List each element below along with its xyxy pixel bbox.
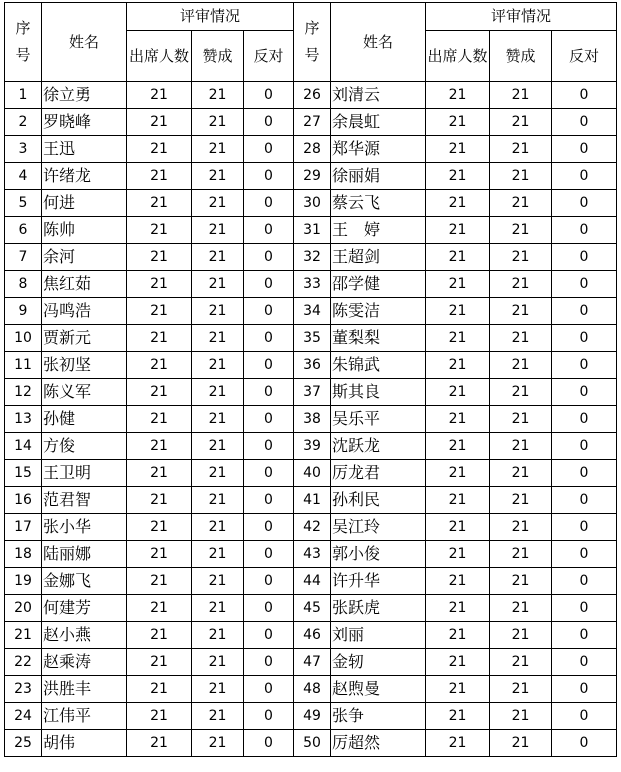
left-seq-cell: 9 xyxy=(5,298,42,325)
left-oppose-cell: 0 xyxy=(244,622,294,649)
header-seq-right-text: 序号 xyxy=(304,19,320,64)
right-attend-cell: 21 xyxy=(426,406,490,433)
left-attend-cell: 21 xyxy=(127,325,192,352)
left-name-cell: 徐立勇 xyxy=(42,82,127,109)
table-row xyxy=(5,622,617,649)
header-name-left: 姓名 xyxy=(42,3,127,82)
right-oppose-cell: 0 xyxy=(552,82,617,109)
right-seq-cell: 28 xyxy=(294,136,331,163)
left-approve-cell: 21 xyxy=(192,649,244,676)
left-approve-cell: 21 xyxy=(192,568,244,595)
table-row xyxy=(5,649,617,676)
table-row xyxy=(5,487,617,514)
left-approve-cell: 21 xyxy=(192,352,244,379)
left-seq-cell: 4 xyxy=(5,163,42,190)
right-name-cell: 厉超然 xyxy=(331,730,426,757)
right-oppose-cell: 0 xyxy=(552,730,617,757)
right-seq-cell: 31 xyxy=(294,217,331,244)
right-oppose-cell: 0 xyxy=(552,271,617,298)
left-attend-cell: 21 xyxy=(127,379,192,406)
right-seq-cell: 40 xyxy=(294,460,331,487)
right-approve-cell: 21 xyxy=(490,352,552,379)
left-approve-cell: 21 xyxy=(192,109,244,136)
right-approve-cell: 21 xyxy=(490,325,552,352)
right-name-cell: 斯其良 xyxy=(331,379,426,406)
left-oppose-cell: 0 xyxy=(244,379,294,406)
left-oppose-cell: 0 xyxy=(244,649,294,676)
left-attend-cell: 21 xyxy=(127,703,192,730)
right-name-cell: 陈雯洁 xyxy=(331,298,426,325)
header-approve-left: 赞成 xyxy=(192,31,244,82)
right-attend-cell: 21 xyxy=(426,433,490,460)
left-attend-cell: 21 xyxy=(127,514,192,541)
right-seq-cell: 30 xyxy=(294,190,331,217)
right-approve-cell: 21 xyxy=(490,109,552,136)
left-name-cell: 陈义军 xyxy=(42,379,127,406)
left-oppose-cell: 0 xyxy=(244,271,294,298)
table-row xyxy=(5,163,617,190)
table-row xyxy=(5,703,617,730)
right-name-cell: 徐丽娟 xyxy=(331,163,426,190)
left-name-cell: 王迅 xyxy=(42,136,127,163)
left-seq-cell: 1 xyxy=(5,82,42,109)
left-attend-cell: 21 xyxy=(127,163,192,190)
header-seq-right xyxy=(294,3,331,82)
left-oppose-cell: 0 xyxy=(244,730,294,757)
left-seq-cell: 8 xyxy=(5,271,42,298)
left-name-cell: 江伟平 xyxy=(42,703,127,730)
right-oppose-cell: 0 xyxy=(552,595,617,622)
left-name-cell: 孙健 xyxy=(42,406,127,433)
right-seq-cell: 50 xyxy=(294,730,331,757)
left-attend-cell: 21 xyxy=(127,352,192,379)
left-name-cell: 贾新元 xyxy=(42,325,127,352)
header-row-1 xyxy=(5,3,617,31)
right-seq-cell: 32 xyxy=(294,244,331,271)
left-seq-cell: 23 xyxy=(5,676,42,703)
right-seq-cell: 37 xyxy=(294,379,331,406)
right-oppose-cell: 0 xyxy=(552,622,617,649)
left-seq-cell: 22 xyxy=(5,649,42,676)
right-name-cell: 张跃虎 xyxy=(331,595,426,622)
right-oppose-cell: 0 xyxy=(552,190,617,217)
right-name-cell: 王 婷 xyxy=(331,217,426,244)
left-attend-cell: 21 xyxy=(127,271,192,298)
right-attend-cell: 21 xyxy=(426,352,490,379)
table-row xyxy=(5,676,617,703)
left-attend-cell: 21 xyxy=(127,460,192,487)
left-seq-cell: 13 xyxy=(5,406,42,433)
left-attend-cell: 21 xyxy=(127,433,192,460)
left-seq-cell: 19 xyxy=(5,568,42,595)
table-row xyxy=(5,82,617,109)
right-seq-cell: 43 xyxy=(294,541,331,568)
right-approve-cell: 21 xyxy=(490,649,552,676)
right-approve-cell: 21 xyxy=(490,82,552,109)
left-attend-cell: 21 xyxy=(127,676,192,703)
left-oppose-cell: 0 xyxy=(244,568,294,595)
right-seq-cell: 44 xyxy=(294,568,331,595)
right-attend-cell: 21 xyxy=(426,460,490,487)
right-attend-cell: 21 xyxy=(426,595,490,622)
right-attend-cell: 21 xyxy=(426,703,490,730)
header-oppose-left: 反对 xyxy=(244,31,294,82)
header-seq-left xyxy=(5,3,42,82)
left-seq-cell: 5 xyxy=(5,190,42,217)
right-attend-cell: 21 xyxy=(426,82,490,109)
right-attend-cell: 21 xyxy=(426,622,490,649)
table-row xyxy=(5,406,617,433)
right-name-cell: 孙利民 xyxy=(331,487,426,514)
right-name-cell: 董梨梨 xyxy=(331,325,426,352)
right-oppose-cell: 0 xyxy=(552,379,617,406)
right-seq-cell: 36 xyxy=(294,352,331,379)
table-row xyxy=(5,190,617,217)
right-attend-cell: 21 xyxy=(426,541,490,568)
right-seq-cell: 35 xyxy=(294,325,331,352)
table-row xyxy=(5,136,617,163)
left-approve-cell: 21 xyxy=(192,487,244,514)
left-name-cell: 赵小燕 xyxy=(42,622,127,649)
right-oppose-cell: 0 xyxy=(552,136,617,163)
left-oppose-cell: 0 xyxy=(244,136,294,163)
left-attend-cell: 21 xyxy=(127,406,192,433)
left-oppose-cell: 0 xyxy=(244,298,294,325)
left-approve-cell: 21 xyxy=(192,379,244,406)
left-attend-cell: 21 xyxy=(127,109,192,136)
right-approve-cell: 21 xyxy=(490,190,552,217)
left-approve-cell: 21 xyxy=(192,163,244,190)
right-oppose-cell: 0 xyxy=(552,244,617,271)
left-approve-cell: 21 xyxy=(192,730,244,757)
right-name-cell: 沈跃龙 xyxy=(331,433,426,460)
left-seq-cell: 12 xyxy=(5,379,42,406)
right-attend-cell: 21 xyxy=(426,325,490,352)
left-name-cell: 赵乘涛 xyxy=(42,649,127,676)
right-seq-cell: 46 xyxy=(294,622,331,649)
left-oppose-cell: 0 xyxy=(244,406,294,433)
header-review-group-left: 评审情况 xyxy=(127,3,294,31)
right-attend-cell: 21 xyxy=(426,730,490,757)
right-approve-cell: 21 xyxy=(490,460,552,487)
left-approve-cell: 21 xyxy=(192,703,244,730)
right-name-cell: 张争 xyxy=(331,703,426,730)
left-name-cell: 张小华 xyxy=(42,514,127,541)
left-approve-cell: 21 xyxy=(192,406,244,433)
right-approve-cell: 21 xyxy=(490,487,552,514)
right-attend-cell: 21 xyxy=(426,298,490,325)
right-name-cell: 厉龙君 xyxy=(331,460,426,487)
left-oppose-cell: 0 xyxy=(244,595,294,622)
left-seq-cell: 16 xyxy=(5,487,42,514)
left-approve-cell: 21 xyxy=(192,271,244,298)
left-attend-cell: 21 xyxy=(127,649,192,676)
left-oppose-cell: 0 xyxy=(244,433,294,460)
right-oppose-cell: 0 xyxy=(552,568,617,595)
right-attend-cell: 21 xyxy=(426,244,490,271)
right-attend-cell: 21 xyxy=(426,109,490,136)
right-seq-cell: 38 xyxy=(294,406,331,433)
right-oppose-cell: 0 xyxy=(552,649,617,676)
left-name-cell: 陈帅 xyxy=(42,217,127,244)
left-approve-cell: 21 xyxy=(192,298,244,325)
table-row xyxy=(5,514,617,541)
right-oppose-cell: 0 xyxy=(552,487,617,514)
left-attend-cell: 21 xyxy=(127,298,192,325)
left-oppose-cell: 0 xyxy=(244,190,294,217)
right-oppose-cell: 0 xyxy=(552,109,617,136)
left-name-cell: 王卫明 xyxy=(42,460,127,487)
left-name-cell: 何建芳 xyxy=(42,595,127,622)
left-approve-cell: 21 xyxy=(192,217,244,244)
right-approve-cell: 21 xyxy=(490,622,552,649)
right-attend-cell: 21 xyxy=(426,514,490,541)
right-seq-cell: 41 xyxy=(294,487,331,514)
table-row xyxy=(5,379,617,406)
right-oppose-cell: 0 xyxy=(552,703,617,730)
right-oppose-cell: 0 xyxy=(552,460,617,487)
right-approve-cell: 21 xyxy=(490,514,552,541)
left-approve-cell: 21 xyxy=(192,676,244,703)
left-attend-cell: 21 xyxy=(127,568,192,595)
right-seq-cell: 29 xyxy=(294,163,331,190)
header-approve-right: 赞成 xyxy=(490,31,552,82)
right-seq-cell: 34 xyxy=(294,298,331,325)
table-row xyxy=(5,325,617,352)
right-attend-cell: 21 xyxy=(426,136,490,163)
right-name-cell: 刘丽 xyxy=(331,622,426,649)
left-seq-cell: 7 xyxy=(5,244,42,271)
left-name-cell: 余河 xyxy=(42,244,127,271)
right-oppose-cell: 0 xyxy=(552,433,617,460)
right-attend-cell: 21 xyxy=(426,379,490,406)
left-approve-cell: 21 xyxy=(192,514,244,541)
right-approve-cell: 21 xyxy=(490,568,552,595)
left-name-cell: 焦红茹 xyxy=(42,271,127,298)
table-row xyxy=(5,109,617,136)
right-attend-cell: 21 xyxy=(426,190,490,217)
left-seq-cell: 18 xyxy=(5,541,42,568)
left-seq-cell: 6 xyxy=(5,217,42,244)
right-oppose-cell: 0 xyxy=(552,514,617,541)
left-seq-cell: 3 xyxy=(5,136,42,163)
table-row xyxy=(5,217,617,244)
right-approve-cell: 21 xyxy=(490,595,552,622)
left-name-cell: 罗晓峰 xyxy=(42,109,127,136)
left-oppose-cell: 0 xyxy=(244,325,294,352)
right-oppose-cell: 0 xyxy=(552,217,617,244)
left-attend-cell: 21 xyxy=(127,217,192,244)
left-oppose-cell: 0 xyxy=(244,703,294,730)
left-name-cell: 方俊 xyxy=(42,433,127,460)
left-attend-cell: 21 xyxy=(127,82,192,109)
right-name-cell: 朱锦武 xyxy=(331,352,426,379)
right-name-cell: 吴乐平 xyxy=(331,406,426,433)
review-results-table xyxy=(4,2,617,757)
right-approve-cell: 21 xyxy=(490,433,552,460)
left-name-cell: 张初坚 xyxy=(42,352,127,379)
left-name-cell: 何进 xyxy=(42,190,127,217)
left-oppose-cell: 0 xyxy=(244,676,294,703)
table-row xyxy=(5,433,617,460)
right-name-cell: 郑华源 xyxy=(331,136,426,163)
right-name-cell: 许升华 xyxy=(331,568,426,595)
left-seq-cell: 15 xyxy=(5,460,42,487)
right-name-cell: 金轫 xyxy=(331,649,426,676)
right-seq-cell: 39 xyxy=(294,433,331,460)
left-seq-cell: 20 xyxy=(5,595,42,622)
table-row xyxy=(5,595,617,622)
header-oppose-right: 反对 xyxy=(552,31,617,82)
left-name-cell: 洪胜丰 xyxy=(42,676,127,703)
right-oppose-cell: 0 xyxy=(552,406,617,433)
left-approve-cell: 21 xyxy=(192,136,244,163)
left-oppose-cell: 0 xyxy=(244,109,294,136)
right-name-cell: 赵煦曼 xyxy=(331,676,426,703)
right-approve-cell: 21 xyxy=(490,541,552,568)
left-attend-cell: 21 xyxy=(127,541,192,568)
right-attend-cell: 21 xyxy=(426,568,490,595)
left-approve-cell: 21 xyxy=(192,244,244,271)
left-attend-cell: 21 xyxy=(127,595,192,622)
right-approve-cell: 21 xyxy=(490,163,552,190)
right-approve-cell: 21 xyxy=(490,703,552,730)
left-approve-cell: 21 xyxy=(192,433,244,460)
right-seq-cell: 27 xyxy=(294,109,331,136)
left-seq-cell: 24 xyxy=(5,703,42,730)
right-attend-cell: 21 xyxy=(426,271,490,298)
left-attend-cell: 21 xyxy=(127,622,192,649)
right-approve-cell: 21 xyxy=(490,217,552,244)
right-oppose-cell: 0 xyxy=(552,676,617,703)
right-attend-cell: 21 xyxy=(426,217,490,244)
right-approve-cell: 21 xyxy=(490,379,552,406)
right-attend-cell: 21 xyxy=(426,163,490,190)
right-name-cell: 吴江玲 xyxy=(331,514,426,541)
left-name-cell: 许绪龙 xyxy=(42,163,127,190)
left-seq-cell: 14 xyxy=(5,433,42,460)
header-review-group-right: 评审情况 xyxy=(426,3,617,31)
left-seq-cell: 10 xyxy=(5,325,42,352)
right-approve-cell: 21 xyxy=(490,406,552,433)
left-oppose-cell: 0 xyxy=(244,244,294,271)
left-attend-cell: 21 xyxy=(127,190,192,217)
right-seq-cell: 48 xyxy=(294,676,331,703)
left-name-cell: 金娜飞 xyxy=(42,568,127,595)
table-row xyxy=(5,271,617,298)
left-seq-cell: 25 xyxy=(5,730,42,757)
table-row xyxy=(5,244,617,271)
left-oppose-cell: 0 xyxy=(244,541,294,568)
right-name-cell: 王超剑 xyxy=(331,244,426,271)
left-name-cell: 范君智 xyxy=(42,487,127,514)
table-row xyxy=(5,352,617,379)
left-oppose-cell: 0 xyxy=(244,352,294,379)
header-attend-left: 出席人数 xyxy=(127,31,192,82)
right-name-cell: 余晨虹 xyxy=(331,109,426,136)
left-approve-cell: 21 xyxy=(192,325,244,352)
header-seq-left-text: 序号 xyxy=(15,19,31,64)
left-attend-cell: 21 xyxy=(127,136,192,163)
right-oppose-cell: 0 xyxy=(552,298,617,325)
left-approve-cell: 21 xyxy=(192,595,244,622)
right-seq-cell: 45 xyxy=(294,595,331,622)
header-attend-right: 出席人数 xyxy=(426,31,490,82)
right-approve-cell: 21 xyxy=(490,271,552,298)
left-name-cell: 胡伟 xyxy=(42,730,127,757)
right-name-cell: 蔡云飞 xyxy=(331,190,426,217)
left-name-cell: 陆丽娜 xyxy=(42,541,127,568)
left-attend-cell: 21 xyxy=(127,487,192,514)
right-seq-cell: 26 xyxy=(294,82,331,109)
right-approve-cell: 21 xyxy=(490,730,552,757)
right-oppose-cell: 0 xyxy=(552,325,617,352)
right-attend-cell: 21 xyxy=(426,649,490,676)
right-attend-cell: 21 xyxy=(426,487,490,514)
left-oppose-cell: 0 xyxy=(244,487,294,514)
left-oppose-cell: 0 xyxy=(244,217,294,244)
left-approve-cell: 21 xyxy=(192,190,244,217)
left-oppose-cell: 0 xyxy=(244,163,294,190)
table-row xyxy=(5,460,617,487)
left-oppose-cell: 0 xyxy=(244,514,294,541)
right-approve-cell: 21 xyxy=(490,244,552,271)
table-row xyxy=(5,298,617,325)
right-name-cell: 邵学健 xyxy=(331,271,426,298)
right-oppose-cell: 0 xyxy=(552,163,617,190)
right-oppose-cell: 0 xyxy=(552,352,617,379)
right-seq-cell: 42 xyxy=(294,514,331,541)
left-name-cell: 冯鸣浩 xyxy=(42,298,127,325)
left-approve-cell: 21 xyxy=(192,82,244,109)
table-row xyxy=(5,541,617,568)
left-attend-cell: 21 xyxy=(127,244,192,271)
header-name-right: 姓名 xyxy=(331,3,426,82)
left-approve-cell: 21 xyxy=(192,460,244,487)
right-name-cell: 郭小俊 xyxy=(331,541,426,568)
right-name-cell: 刘清云 xyxy=(331,82,426,109)
left-seq-cell: 17 xyxy=(5,514,42,541)
right-seq-cell: 33 xyxy=(294,271,331,298)
left-oppose-cell: 0 xyxy=(244,82,294,109)
right-approve-cell: 21 xyxy=(490,136,552,163)
left-approve-cell: 21 xyxy=(192,622,244,649)
right-oppose-cell: 0 xyxy=(552,541,617,568)
table-row xyxy=(5,730,617,757)
left-seq-cell: 11 xyxy=(5,352,42,379)
left-oppose-cell: 0 xyxy=(244,460,294,487)
left-seq-cell: 2 xyxy=(5,109,42,136)
right-approve-cell: 21 xyxy=(490,298,552,325)
left-approve-cell: 21 xyxy=(192,541,244,568)
right-seq-cell: 47 xyxy=(294,649,331,676)
right-attend-cell: 21 xyxy=(426,676,490,703)
right-seq-cell: 49 xyxy=(294,703,331,730)
left-attend-cell: 21 xyxy=(127,730,192,757)
left-seq-cell: 21 xyxy=(5,622,42,649)
right-approve-cell: 21 xyxy=(490,676,552,703)
table-row xyxy=(5,568,617,595)
